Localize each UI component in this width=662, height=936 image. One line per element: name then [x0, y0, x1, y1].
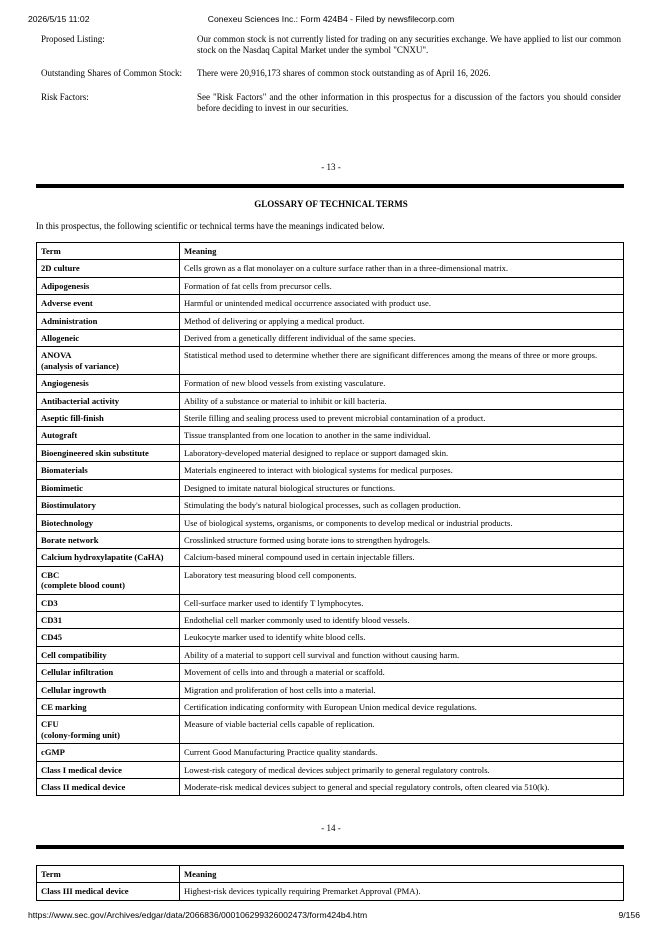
table-row	[37, 392, 624, 409]
table-row	[37, 611, 624, 628]
meaning-column-header: Meaning	[180, 243, 624, 260]
table-row	[37, 629, 624, 646]
glossary-meaning: Statistical method used to determine whether there are significant differences among the means of three or more groups.	[180, 347, 624, 375]
glossary-term: Cellular ingrowth	[37, 681, 180, 698]
glossary-meaning: Endothelial cell marker commonly used to identify blood vessels.	[180, 611, 624, 628]
glossary-term: Bioengineered skin substitute	[37, 444, 180, 461]
glossary-meaning: Certification indicating conformity with European Union medical device regulations.	[180, 698, 624, 715]
table-row	[37, 566, 624, 594]
table-row	[37, 761, 624, 778]
glossary-meaning: Stimulating the body's natural biological processes, such as collagen production.	[180, 497, 624, 514]
glossary-meaning: Harmful or unintended medical occurrence associated with product use.	[180, 295, 624, 312]
glossary-meaning: Laboratory test measuring blood cell components.	[180, 566, 624, 594]
page-number: - 13 -	[321, 162, 341, 172]
glossary-term: CFU (colony-forming unit)	[37, 716, 180, 744]
summary-row	[41, 34, 621, 56]
summary-term: Risk Factors:	[41, 91, 89, 102]
glossary-meaning: Measure of viable bacterial cells capable of replication.	[180, 716, 624, 744]
table-row	[37, 462, 624, 479]
glossary-term: Cell compatibility	[37, 646, 180, 663]
glossary-term: Borate network	[37, 531, 180, 548]
glossary-meaning: Moderate-risk medical devices subject to general and special regulatory controls, often cleared via 510(k).	[180, 779, 624, 796]
glossary-term: Class III medical device	[37, 883, 180, 900]
glossary-term: Antibacterial activity	[37, 392, 180, 409]
glossary-meaning: Tissue transplanted from one location to another in the same individual.	[180, 427, 624, 444]
print-url: https://www.sec.gov/Archives/edgar/data/2066836/000106299326002473/form424b4.htm	[28, 910, 368, 920]
table-row	[37, 410, 624, 427]
glossary-meaning: Laboratory-developed material designed to replace or support damaged skin.	[180, 444, 624, 461]
glossary-meaning: Leukocyte marker used to identify white blood cells.	[180, 629, 624, 646]
glossary-meaning: Use of biological systems, organisms, or components to develop medical or industrial products.	[180, 514, 624, 531]
glossary-term: CD31	[37, 611, 180, 628]
glossary-intro: In this prospectus, the following scientific or technical terms have the meanings indicated below.	[36, 221, 385, 231]
glossary-table-continued	[36, 865, 624, 901]
glossary-meaning: Method of delivering or applying a medical product.	[180, 312, 624, 329]
glossary-meaning: Highest-risk devices typically requiring Premarket Approval (PMA).	[180, 883, 624, 900]
glossary-meaning: Derived from a genetically different individual of the same species.	[180, 330, 624, 347]
summary-term: Outstanding Shares of Common Stock:	[41, 68, 182, 79]
table-row	[37, 260, 624, 277]
glossary-term: Allogeneic	[37, 330, 180, 347]
table-row	[37, 646, 624, 663]
table-row	[37, 347, 624, 375]
glossary-meaning: Designed to imitate natural biological structures or functions.	[180, 479, 624, 496]
glossary-meaning: Sterile filling and sealing process used to prevent microbial contamination of a product.	[180, 410, 624, 427]
glossary-term: Cellular infiltration	[37, 664, 180, 681]
glossary-meaning: Formation of new blood vessels from existing vasculature.	[180, 375, 624, 392]
glossary-meaning: Crosslinked structure formed using borate ions to strengthen hydrogels.	[180, 531, 624, 548]
glossary-term: Class I medical device	[37, 761, 180, 778]
table-row	[37, 497, 624, 514]
term-column-header: Term	[37, 243, 180, 260]
glossary-term: Autograft	[37, 427, 180, 444]
glossary-term: Adverse event	[37, 295, 180, 312]
table-row	[37, 779, 624, 796]
glossary-term: Aseptic fill-finish	[37, 410, 180, 427]
offering-summary	[41, 34, 621, 126]
glossary-term: Class II medical device	[37, 779, 180, 796]
glossary-term: CBC (complete blood count)	[37, 566, 180, 594]
table-row	[37, 444, 624, 461]
glossary-term: CE marking	[37, 698, 180, 715]
summary-term: Proposed Listing:	[41, 34, 105, 44]
table-row	[37, 479, 624, 496]
page-number: - 14 -	[321, 823, 341, 833]
glossary-meaning: Formation of fat cells from precursor cells.	[180, 277, 624, 294]
page-divider	[36, 184, 624, 188]
glossary-term: Calcium hydroxylapatite (CaHA)	[37, 549, 180, 566]
summary-description: Our common stock is not currently listed for trading on any securities exchange. We have applied to list our common stock on the Nasdaq Capital Market under the symbol "CNXU".	[197, 34, 621, 56]
table-row	[37, 375, 624, 392]
glossary-term: 2D culture	[37, 260, 180, 277]
glossary-term: ANOVA (analysis of variance)	[37, 347, 180, 375]
glossary-term: Biostimulatory	[37, 497, 180, 514]
glossary-table	[36, 242, 624, 796]
table-row	[37, 330, 624, 347]
glossary-meaning: Cells grown as a flat monolayer on a culture surface rather than in a three-dimensional matrix.	[180, 260, 624, 277]
table-row	[37, 698, 624, 715]
glossary-term: Biotechnology	[37, 514, 180, 531]
glossary-meaning: Materials engineered to interact with biological systems for medical purposes.	[180, 462, 624, 479]
glossary-meaning: Lowest-risk category of medical devices subject primarily to general regulatory controls.	[180, 761, 624, 778]
table-row	[37, 716, 624, 744]
glossary-term: CD45	[37, 629, 180, 646]
table-row	[37, 312, 624, 329]
meaning-column-header: Meaning	[180, 866, 624, 883]
glossary-term: Angiogenesis	[37, 375, 180, 392]
table-row	[37, 744, 624, 761]
summary-row	[41, 68, 621, 79]
glossary-meaning: Migration and proliferation of host cells into a material.	[180, 681, 624, 698]
glossary-term: Adipogenesis	[37, 277, 180, 294]
glossary-term: cGMP	[37, 744, 180, 761]
table-row	[37, 277, 624, 294]
summary-description: See "Risk Factors" and the other information in this prospectus for a discussion of the factors you should consider before deciding to invest in our securities.	[197, 91, 621, 113]
print-datetime: 2026/5/15 11:02	[28, 14, 90, 24]
glossary-term: Biomaterials	[37, 462, 180, 479]
table-row	[37, 427, 624, 444]
page-divider	[36, 845, 624, 849]
table-row	[37, 594, 624, 611]
glossary-term: Administration	[37, 312, 180, 329]
table-row	[37, 664, 624, 681]
glossary-meaning: Ability of a substance or material to inhibit or kill bacteria.	[180, 392, 624, 409]
table-row	[37, 681, 624, 698]
glossary-term: Biomimetic	[37, 479, 180, 496]
term-column-header: Term	[37, 866, 180, 883]
table-row	[37, 514, 624, 531]
table-row	[37, 883, 624, 900]
glossary-meaning: Current Good Manufacturing Practice quality standards.	[180, 744, 624, 761]
glossary-meaning: Calcium-based mineral compound used in certain injectable fillers.	[180, 549, 624, 566]
print-page-count: 9/156	[618, 910, 640, 920]
glossary-term: CD3	[37, 594, 180, 611]
glossary-meaning: Ability of a material to support cell survival and function without causing harm.	[180, 646, 624, 663]
table-header-row	[37, 243, 624, 260]
print-doc-title: Conexeu Sciences Inc.: Form 424B4 - Filed by newsfilecorp.com	[207, 14, 455, 24]
summary-row	[41, 92, 621, 114]
glossary-title: GLOSSARY OF TECHNICAL TERMS	[254, 199, 408, 209]
table-row	[37, 531, 624, 548]
glossary-meaning: Cell-surface marker used to identify T lymphocytes.	[180, 594, 624, 611]
glossary-meaning: Movement of cells into and through a material or scaffold.	[180, 664, 624, 681]
table-row	[37, 295, 624, 312]
summary-description: There were 20,916,173 shares of common stock outstanding as of April 16, 2026.	[197, 68, 491, 79]
table-header-row	[37, 866, 624, 883]
table-row	[37, 549, 624, 566]
